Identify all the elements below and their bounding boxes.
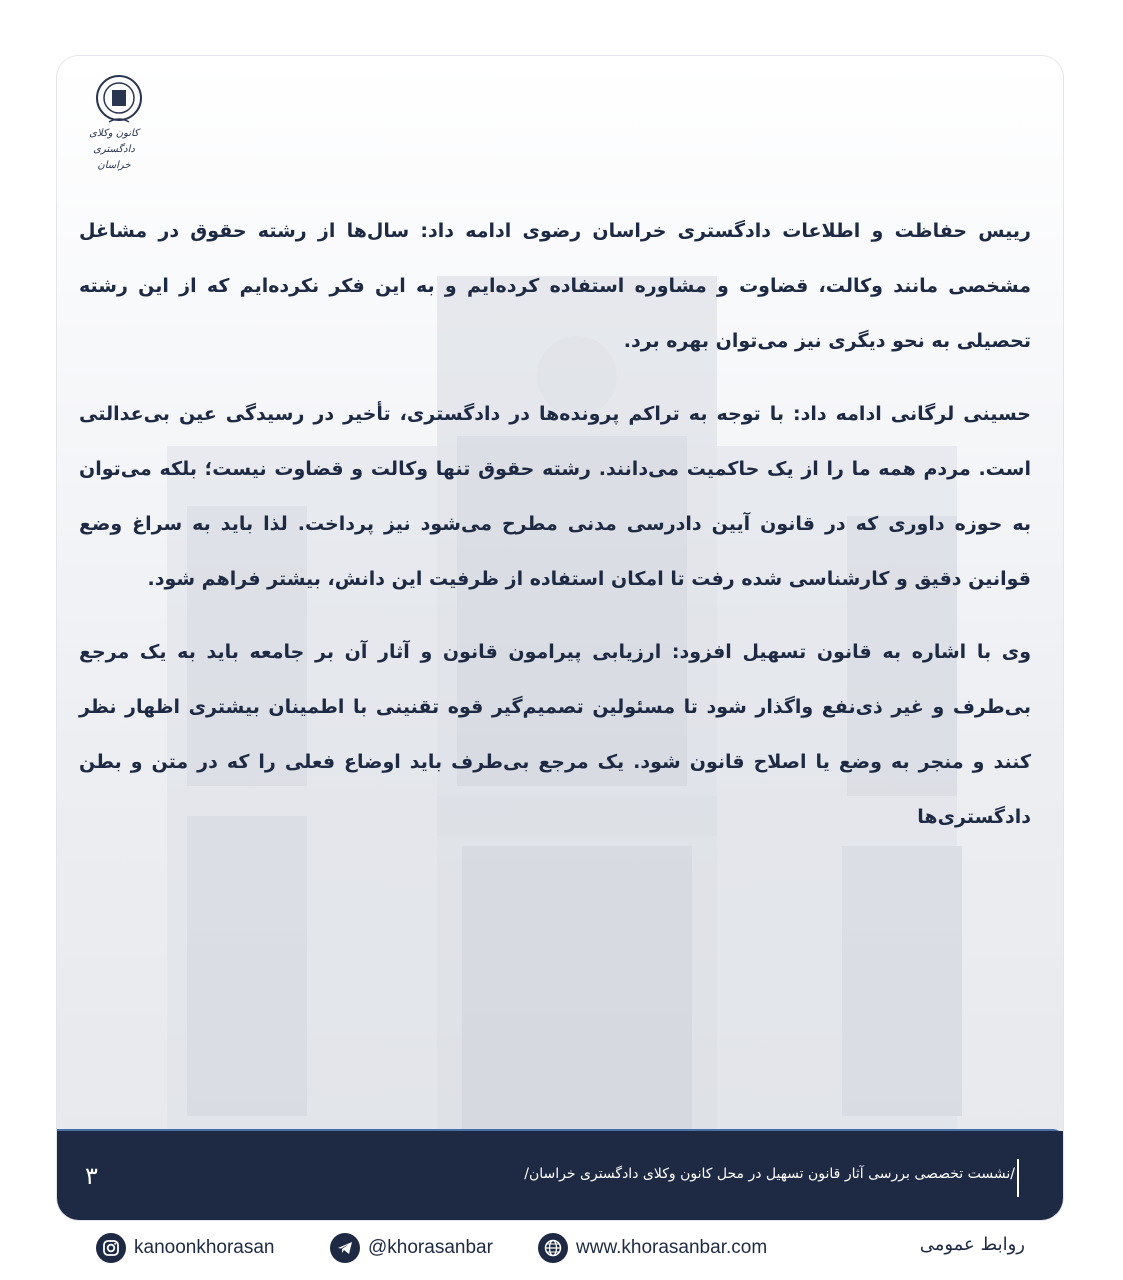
public-relations-label: روابط عمومی: [919, 1234, 1025, 1255]
footer-divider: [1017, 1159, 1019, 1197]
page-number: ۳: [85, 1162, 98, 1190]
footer-title: /نشست تخصصی بررسی آثار قانون تسهیل در محل کانون وکلای دادگستری خراسان/: [524, 1166, 1015, 1182]
instagram-icon: [96, 1233, 126, 1263]
telegram-icon: [330, 1233, 360, 1263]
logo-region: خراسان: [97, 160, 131, 171]
instagram-handle: kanoonkhorasan: [134, 1237, 275, 1258]
paragraph-3: وی با اشاره به قانون تسهیل افزود: ارزیابی پیرامون قانون و آثار آن بر جامعه باید به یک مرجع بی‌طرف و غیر ذی‌نفع واگذار شود تا مسئولین تصمیم‌گیر قوه تقنینی با اطمینان بیشتری اظهار نظر کنند و منجر به وضع یا اصلاح قانون شود. یک مرجع بی‌طرف باید اوضاع فعلی را که در متن و بطن دادگستری‌ها: [79, 641, 1031, 828]
instagram-link[interactable]: [96, 1230, 275, 1266]
website-link[interactable]: [538, 1230, 767, 1266]
paragraph-1: رییس حفاظت و اطلاعات دادگستری خراسان رضوی ادامه داد: سال‌ها از رشته حقوق در مشاغل مشخصی مانند وکالت، قضاوت و مشاوره استفاده کرده‌ایم و به این فکر نکرده‌ایم که از این رشته تحصیلی به نحو دیگری نیز می‌توان بهره برد.: [79, 220, 1031, 352]
website-url: www.khorasanbar.com: [576, 1237, 768, 1258]
document-card: [57, 56, 1063, 1220]
paragraph-2: حسینی لرگانی ادامه داد: با توجه به تراکم پرونده‌ها در دادگستری، تأخیر در رسیدگی عین بی‌عدالتی است. مردم همه ما را از یک حاکمیت می‌دانند. رشته حقوق تنها وکالت و قضاوت نیست؛ بلکه می‌توان به حوزه داوری که در قانون آیین دادرسی مدنی مطرح می‌شود نیز پرداخت. لذا باید به سراغ وضع قوانین دقیق و کارشناسی شده رفت تا امکان استفاده از ظرفیت این دانش، بیشتر فراهم شود.: [79, 403, 1031, 590]
globe-icon: [538, 1233, 568, 1263]
logo-caption: [79, 126, 149, 174]
telegram-link[interactable]: [330, 1230, 493, 1266]
article-body: [79, 204, 1031, 863]
logo-name: کانون وکلای دادگستری: [89, 128, 139, 155]
telegram-handle: @khorasanbar: [368, 1237, 493, 1258]
